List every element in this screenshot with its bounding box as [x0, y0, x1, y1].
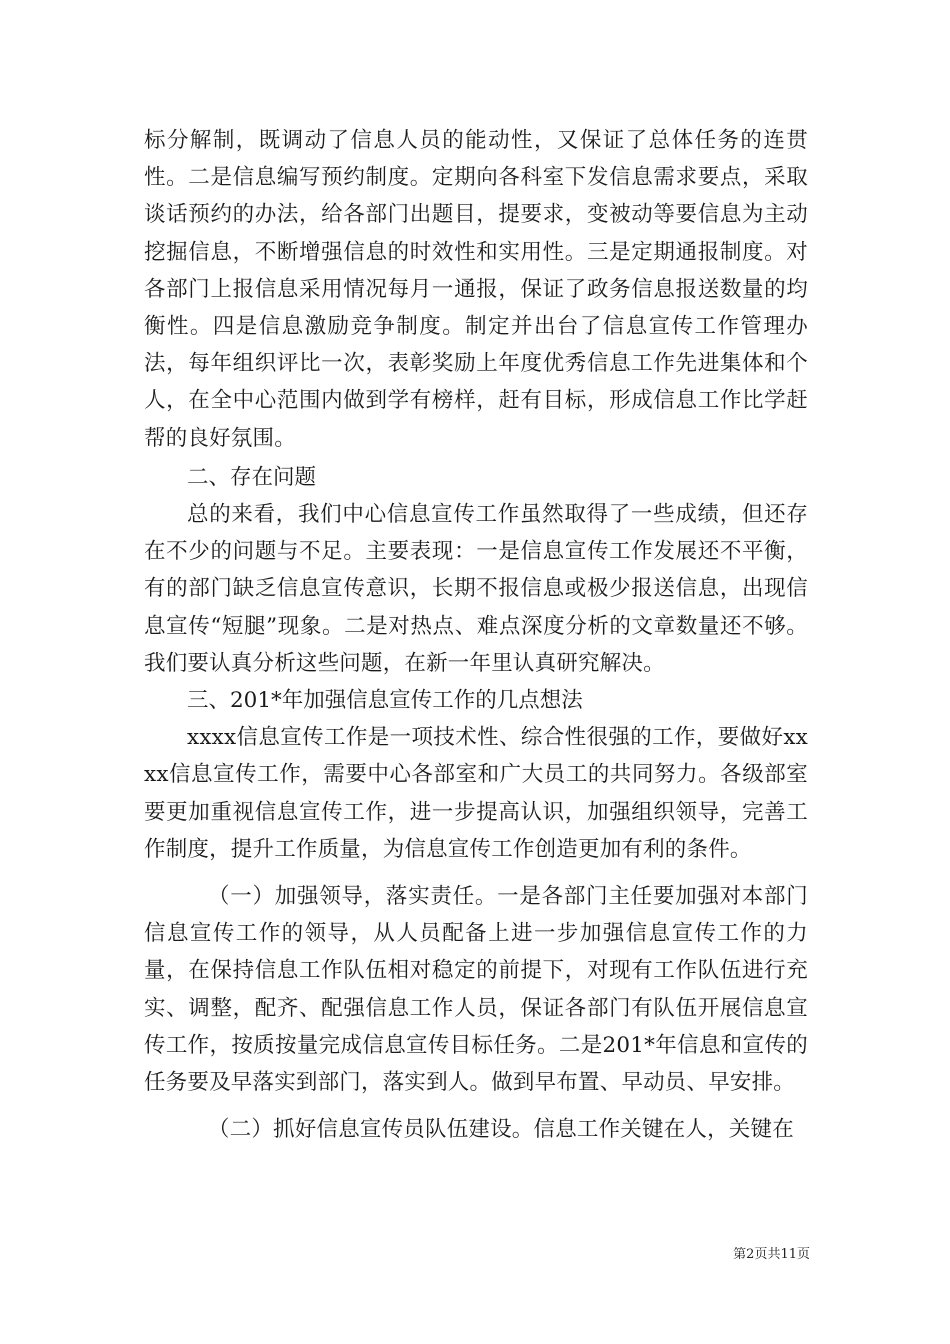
section-heading-ideas: 三、201*年加强信息宣传工作的几点想法 [187, 688, 583, 714]
paragraph-ideas-intro: xxxx信息宣传工作是一项技术性、综合性很强的工作，要做好xxxx信息宣传工作，需要中心各部室和广大员工的共同努力。各级部室要更加重视信息宣传工作，进一步提高认识，加强组织领导，完善工作制度，提升工作质量，为信息宣传工作创造更加有利的条件。 [144, 725, 808, 862]
paragraph-subsection-2: （二）抓好信息宣传员队伍建设。信息工作关键在人，关键在 [208, 1117, 794, 1143]
page-number-footer: 第2页共11页 [733, 1247, 810, 1262]
paragraph-problems: 总的来看，我们中心信息宣传工作虽然取得了一些成绩，但还存在不少的问题与不足。主要表现：一是信息宣传工作发展还不平衡，有的部门缺乏信息宣传意识，长期不报信息或极少报送信息，出现信息宣传“短腿”现象。二是对热点、难点深度分析的文章数量还不够。我们要认真分析这些问题，在新一年里认真研究解决。 [144, 502, 808, 676]
paragraph-subsection-1: （一）加强领导，落实责任。一是各部门主任要加强对本部门信息宣传工作的领导，从人员配备上进一步加强信息宣传工作的力量，在保持信息工作队伍相对稳定的前提下，对现有工作队伍进行充实、调整，配齐、配强信息工作人员，保证各部门有队伍开展信息宣传工作，按质按量完成信息宣传目标任务。二是201*年信息和宣传的任务要及早落实到部门，落实到人。做到早布置、早动员、早安排。 [144, 884, 808, 1096]
document-body [144, 122, 808, 1148]
paragraph-continuation: 标分解制，既调动了信息人员的能动性，又保证了总体任务的连贯性。二是信息编写预约制度。定期向各科室下发信息需求要点，采取谈话预约的办法，给各部门出题目，提要求，变被动等要信息为主动挖掘信息，不断增强信息的时效性和实用性。三是定期通报制度。对各部门上报信息采用情况每月一通报，保证了政务信息报送数量的均衡性。四是信息激励竞争制度。制定并出台了信息宣传工作管理办法，每年组织评比一次，表彰奖励上年度优秀信息工作先进集体和个人，在全中心范围内做到学有榜样，赶有目标，形成信息工作比学赶帮的良好氛围。 [144, 128, 808, 451]
section-heading-problems: 二、存在问题 [187, 464, 317, 490]
